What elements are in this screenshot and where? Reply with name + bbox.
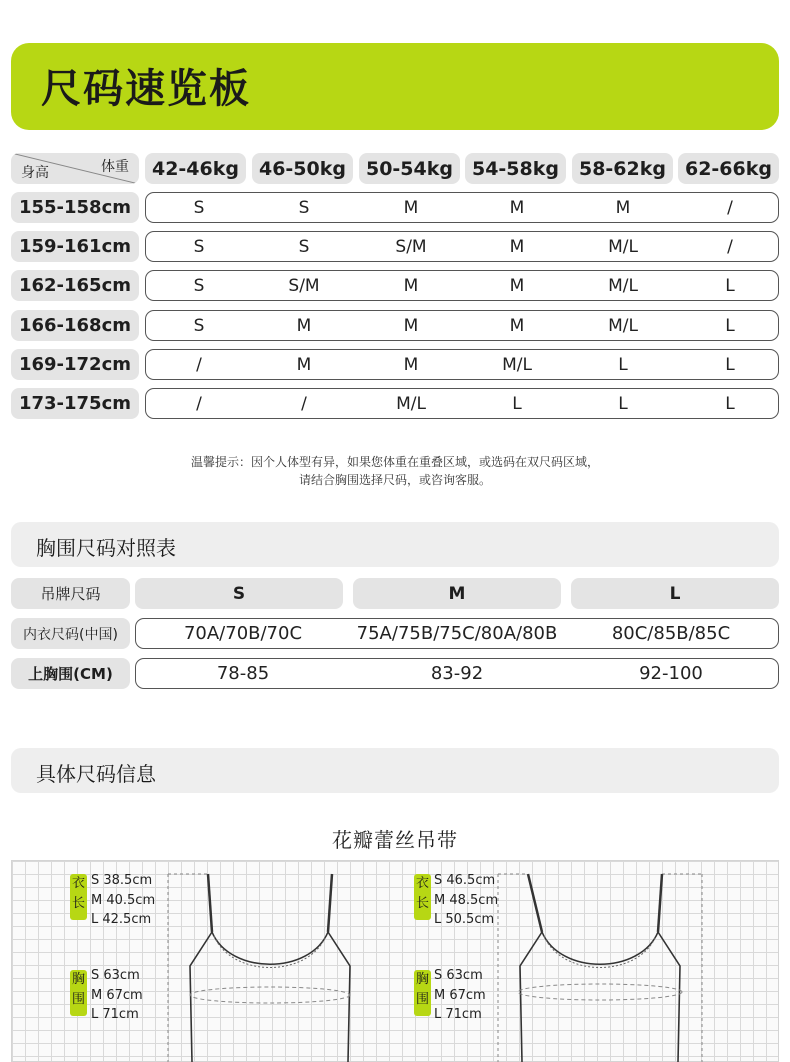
size-cell: S/M: [288, 275, 320, 296]
upper-bust-value: 83-92: [430, 663, 484, 684]
length-value: M 40.5cm: [91, 892, 156, 908]
height-label: 166-168cm: [11, 310, 139, 341]
size-cell: M: [296, 315, 312, 336]
size-cell: S: [298, 236, 310, 257]
tag-size-s: S: [135, 578, 343, 609]
badge-char: 围: [415, 992, 429, 1007]
tag-size-label: 吊牌尺码: [11, 578, 130, 609]
page-title: 尺码速览板: [41, 66, 251, 112]
size-cell: M: [509, 197, 525, 218]
weight-header: 58-62kg: [572, 153, 673, 184]
bra-size-value: 80C/85B/85C: [611, 623, 731, 644]
upper-bust-value: 78-85: [216, 663, 270, 684]
length-value: S 38.5cm: [91, 873, 153, 888]
bra-size-value: 75A/75B/75C/80A/80B: [356, 623, 558, 644]
height-label: 173-175cm: [11, 388, 139, 419]
height-label: 155-158cm: [11, 192, 139, 223]
tag-size-l: L: [571, 578, 779, 609]
tip-line-1: 温馨提示：因个人体型有异，如果您体重在重叠区域，或选码在双尺码区域，: [190, 455, 599, 469]
size-cell: L: [725, 275, 735, 296]
bra-size-label: 内衣尺码(中国): [11, 618, 130, 649]
tag-size-m: M: [353, 578, 561, 609]
table-row: [145, 349, 779, 380]
upper-bust-value: 92-100: [639, 663, 703, 684]
size-cell: L: [512, 393, 522, 414]
badge-char: 胸: [71, 972, 85, 987]
size-cell: S: [193, 315, 205, 336]
size-cell: S: [193, 275, 205, 296]
length-measurements: [434, 871, 498, 930]
table-corner-cell: [11, 153, 139, 184]
length-value: S 46.5cm: [434, 873, 496, 888]
size-cell: /: [196, 393, 202, 414]
badge-char: 围: [71, 992, 85, 1007]
camisole-illustration: [490, 870, 710, 1062]
size-cell: M: [615, 197, 631, 218]
size-cell: M: [403, 275, 419, 296]
section-header-detail: [11, 748, 779, 793]
badge-char: 衣: [415, 876, 429, 891]
size-cell: M: [509, 275, 525, 296]
length-value: L 42.5cm: [91, 912, 152, 927]
height-label: 159-161cm: [11, 231, 139, 262]
length-badge: [414, 874, 431, 920]
table-row: [145, 310, 779, 341]
corner-height-label: 身高: [21, 165, 49, 181]
table-row: [135, 658, 779, 689]
bust-value: S 63cm: [434, 968, 483, 983]
bust-value: L 71cm: [434, 1007, 482, 1022]
weight-header: 46-50kg: [252, 153, 353, 184]
size-cell: /: [196, 354, 202, 375]
size-cell: M: [403, 315, 419, 336]
bust-measurements: [434, 966, 486, 1025]
size-cell: M: [403, 197, 419, 218]
section-header-bust: [11, 522, 779, 567]
size-cell: M/L: [608, 275, 638, 296]
bust-badge: [70, 970, 87, 1016]
size-cell: M: [296, 354, 312, 375]
size-cell: S: [298, 197, 310, 218]
badge-char: 长: [415, 896, 429, 911]
size-cell: L: [725, 393, 735, 414]
size-cell: M: [403, 354, 419, 375]
weight-header: 50-54kg: [359, 153, 460, 184]
weight-header: 42-46kg: [145, 153, 246, 184]
height-label: 162-165cm: [11, 270, 139, 301]
bust-badge: [414, 970, 431, 1016]
height-label: 169-172cm: [11, 349, 139, 380]
size-cell: M/L: [608, 315, 638, 336]
badge-char: 胸: [415, 972, 429, 987]
bra-size-value: 70A/70B/70C: [183, 623, 303, 644]
weight-header: 54-58kg: [465, 153, 566, 184]
size-cell: M/L: [502, 354, 532, 375]
table-row: [135, 618, 779, 649]
size-cell: M/L: [396, 393, 426, 414]
section-title: 胸围尺码对照表: [36, 536, 176, 560]
table-row: [145, 388, 779, 419]
bust-value: M 67cm: [91, 987, 143, 1003]
size-cell: M/L: [608, 236, 638, 257]
corner-weight-label: 体重: [101, 159, 129, 175]
tip-line-2: 请结合胸围选择尺码，或咨询客服。: [298, 473, 491, 487]
length-measurements: [91, 871, 155, 930]
size-cell: L: [725, 315, 735, 336]
size-cell: S/M: [395, 236, 427, 257]
size-cell: M: [509, 315, 525, 336]
section-title: 具体尺码信息: [36, 762, 156, 786]
length-badge: [70, 874, 87, 920]
table-row: [145, 231, 779, 262]
badge-char: 衣: [71, 876, 85, 891]
title-banner: [11, 43, 779, 130]
size-cell: /: [727, 197, 733, 218]
product-title: 花瓣蕾丝吊带: [332, 828, 458, 852]
table-row: [145, 270, 779, 301]
size-cell: S: [193, 236, 205, 257]
bust-value: S 63cm: [91, 968, 140, 983]
size-cell: /: [301, 393, 307, 414]
size-cell: L: [618, 354, 628, 375]
bust-measurements: [91, 966, 143, 1025]
length-value: M 48.5cm: [434, 892, 499, 908]
length-value: L 50.5cm: [434, 912, 495, 927]
size-cell: L: [618, 393, 628, 414]
weight-header: 62-66kg: [678, 153, 779, 184]
table-row: [145, 192, 779, 223]
size-cell: /: [727, 236, 733, 257]
size-cell: M: [509, 236, 525, 257]
camisole-illustration: [160, 870, 380, 1062]
bust-value: L 71cm: [91, 1007, 139, 1022]
size-cell: L: [725, 354, 735, 375]
size-cell: S: [193, 197, 205, 218]
bust-value: M 67cm: [434, 987, 486, 1003]
upper-bust-label: 上胸围(CM): [11, 658, 130, 689]
badge-char: 长: [71, 896, 85, 911]
